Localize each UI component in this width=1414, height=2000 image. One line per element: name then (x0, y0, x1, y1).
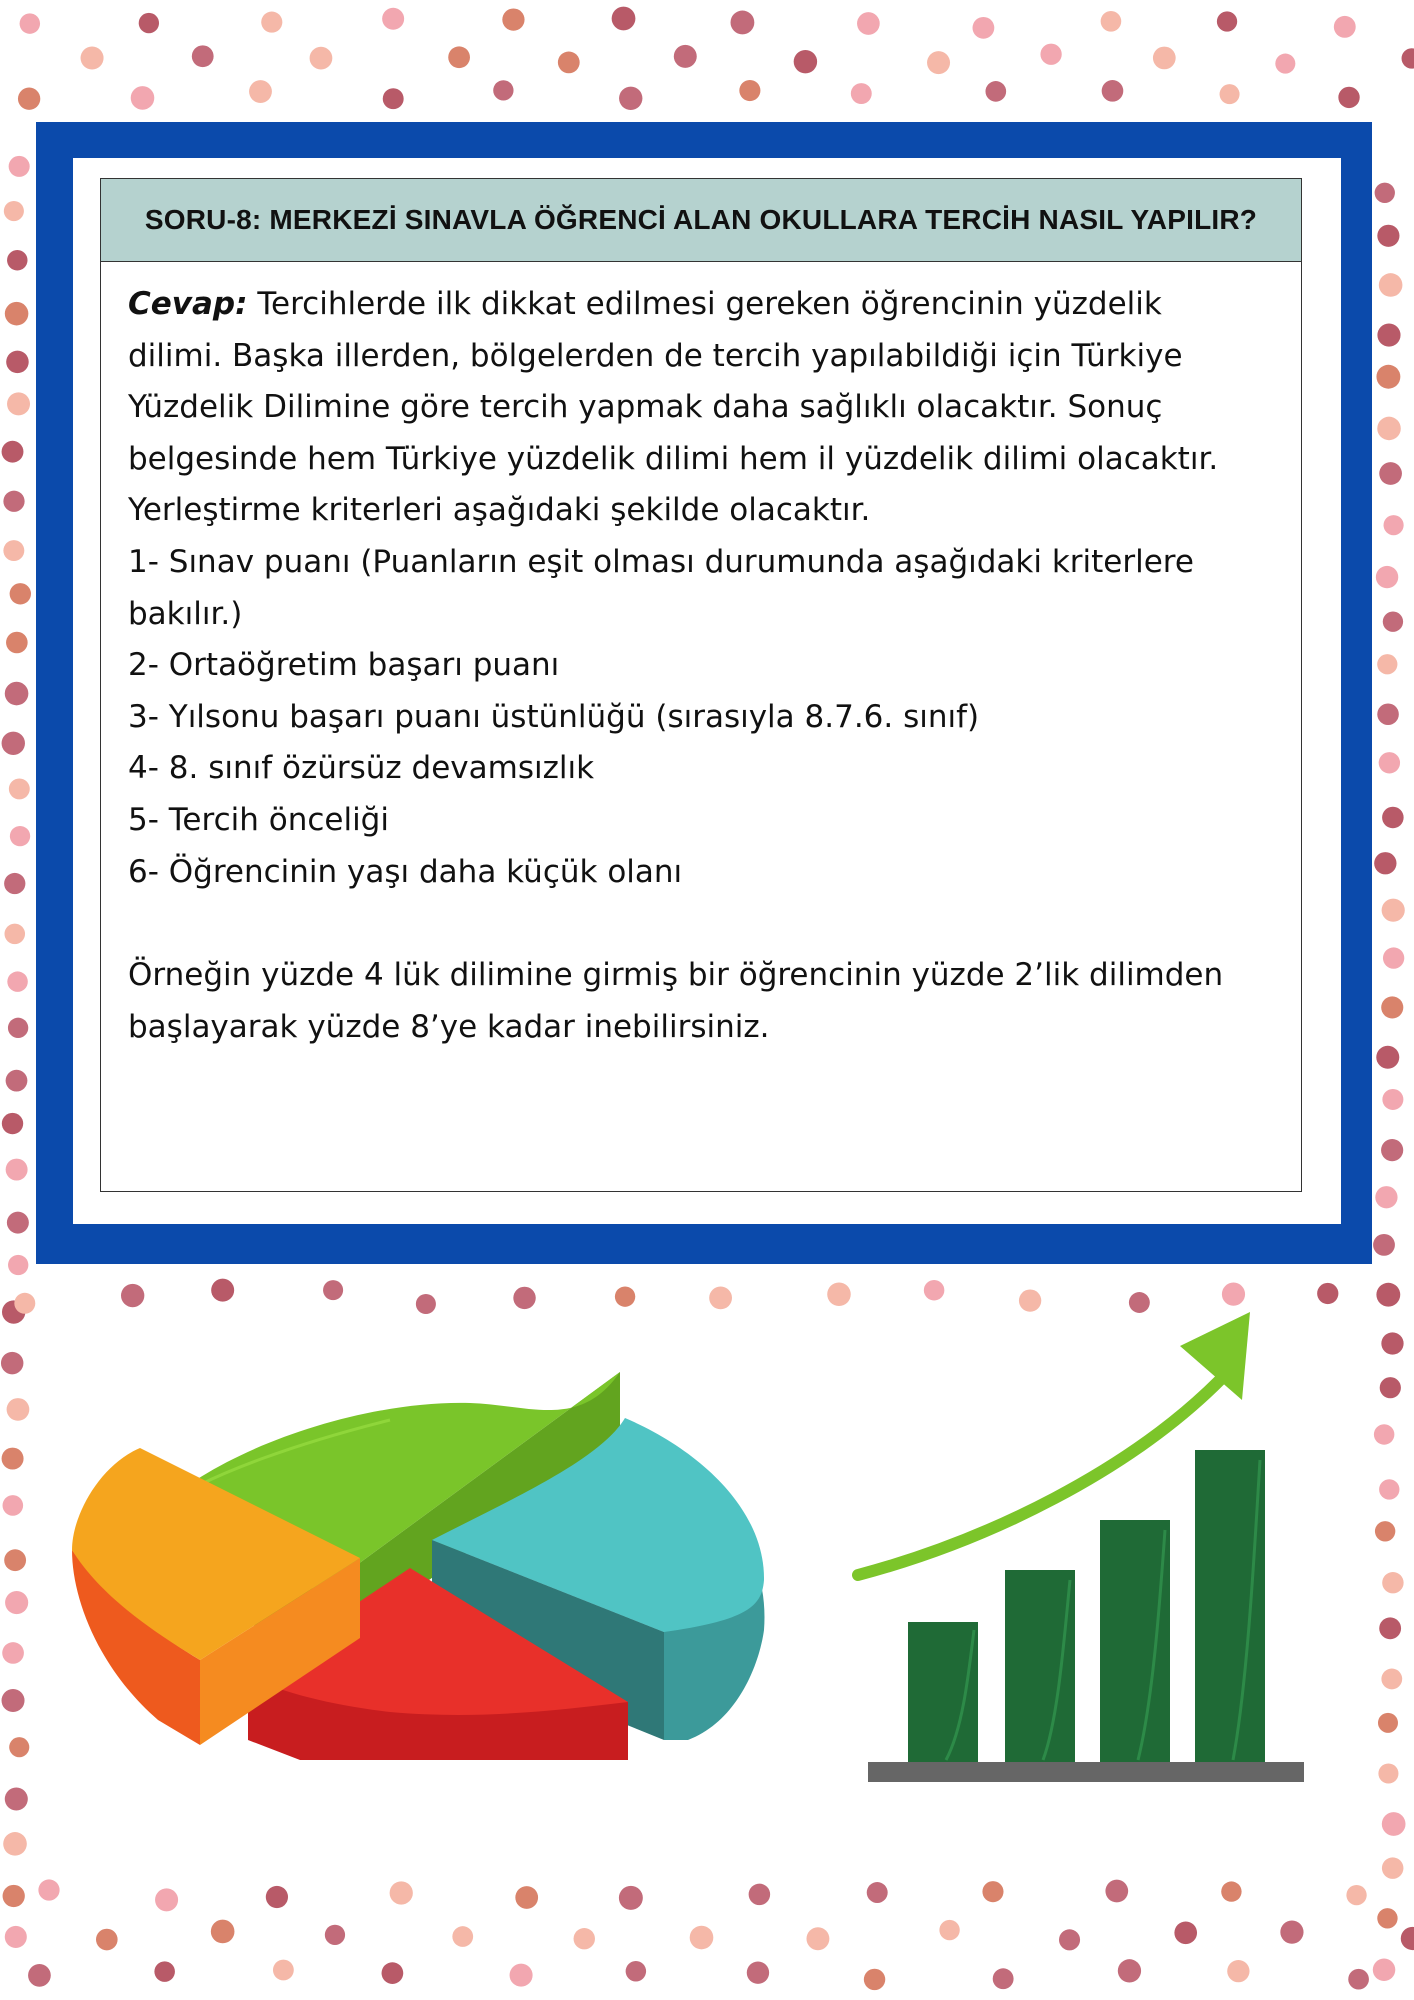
background-dot (827, 1282, 851, 1306)
background-dot (249, 80, 272, 103)
question-header (101, 179, 1301, 262)
background-dot (8, 1018, 28, 1038)
growth-bar-1 (908, 1622, 978, 1762)
growth-bar-chart-illustration-icon (850, 1300, 1310, 1800)
background-dot (1381, 996, 1403, 1018)
background-dot (7, 1212, 29, 1234)
background-dot (1374, 852, 1396, 874)
background-dot (10, 583, 31, 604)
background-dot (1377, 1908, 1397, 1928)
background-dot (510, 1964, 533, 1987)
background-dot (9, 778, 30, 799)
background-dot (1379, 1479, 1399, 1499)
answer-first-line (128, 279, 1278, 331)
background-dot (211, 1279, 234, 1302)
background-dot (2, 1642, 24, 1664)
criterion-line: 3- Yılsonu başarı puanı üstünlüğü (sırasıyla 8.7.6. sınıf) (128, 698, 980, 735)
background-dot (1101, 11, 1122, 32)
background-dot (6, 632, 28, 654)
background-dot (3, 1832, 27, 1856)
background-dot (1040, 44, 1061, 65)
background-dot (1102, 80, 1124, 102)
background-dot (1381, 1332, 1403, 1354)
background-dot (747, 1962, 769, 1984)
background-dot (1376, 1046, 1399, 1069)
background-dot (4, 873, 25, 894)
background-dot (1373, 1234, 1395, 1256)
background-dot (310, 47, 333, 70)
background-dot (1379, 1617, 1401, 1639)
background-dot (2, 1113, 23, 1134)
background-dot (1382, 1812, 1406, 1836)
background-dot (1376, 365, 1400, 389)
background-dot (982, 1881, 1003, 1902)
background-dot (794, 50, 817, 73)
background-dot (1376, 566, 1398, 588)
background-dot (1317, 1283, 1338, 1304)
background-dot (1379, 273, 1403, 297)
answer-body (128, 279, 1278, 1053)
background-dot (3, 540, 24, 561)
background-dot (806, 1927, 829, 1950)
background-dot (1153, 47, 1176, 70)
background-dot (1105, 1880, 1128, 1903)
background-dot (1348, 1969, 1369, 1990)
background-dot (1379, 462, 1402, 485)
criterion-line: 1- Sınav puanı (Puanların eşit olması durumunda aşağıdaki kriterlere (128, 543, 1194, 580)
background-dot (515, 1886, 538, 1909)
background-dot (1380, 1377, 1401, 1398)
background-dot (5, 1926, 27, 1948)
background-dot (6, 351, 29, 374)
background-dot (6, 1159, 28, 1181)
background-dot (1377, 703, 1399, 725)
background-dot (619, 1886, 643, 1910)
background-dot (1382, 807, 1404, 829)
answer-line: dilimi. Başka illerden, bölgelerden de tercih yapılabildiği için Türkiye (128, 337, 1183, 374)
background-dot (1382, 1572, 1403, 1593)
background-dot (973, 17, 995, 39)
background-dot (1383, 947, 1404, 968)
background-dot (1375, 1186, 1397, 1208)
background-dot (7, 1398, 30, 1421)
background-dot (939, 1920, 959, 1940)
background-dot (993, 1968, 1014, 1989)
background-dot (154, 1961, 175, 1982)
background-dot (690, 1926, 714, 1950)
criterion-line: bakılır.) (128, 595, 243, 632)
background-dot (1338, 87, 1359, 108)
background-dot (1376, 1283, 1400, 1307)
background-dot (1059, 1929, 1080, 1950)
background-dot (4, 201, 24, 221)
background-dot (1373, 1959, 1395, 1981)
background-dot (1378, 1713, 1398, 1733)
background-dot (1379, 752, 1400, 773)
background-dot (192, 45, 214, 67)
background-dot (1402, 48, 1414, 68)
paragraph-gap (128, 898, 1278, 950)
background-dot (448, 46, 470, 68)
answer-line: Yüzdelik Dilimine göre tercih yapmak daha sağlıklı olacaktır. Sonuç (128, 389, 1163, 426)
background-dot (502, 8, 524, 30)
background-dot (383, 88, 404, 109)
chart-base (868, 1762, 1304, 1782)
growth-bar-2 (1005, 1570, 1075, 1762)
background-dot (1377, 417, 1401, 441)
background-dot (96, 1929, 118, 1951)
background-dot (1378, 1763, 1398, 1783)
background-dot (323, 1280, 343, 1300)
background-dot (131, 86, 155, 110)
background-dot (5, 1591, 28, 1614)
background-dot (8, 1255, 28, 1275)
criterion-line: 2- Ortaöğretim başarı puanı (128, 647, 560, 684)
background-dot (452, 1926, 473, 1947)
background-dot (2, 732, 25, 755)
background-dot (325, 1925, 345, 1945)
background-dot (3, 1495, 24, 1516)
background-dot (382, 8, 404, 30)
background-dot (5, 682, 29, 706)
answer-lead: Cevap: (128, 286, 248, 322)
background-dot (3, 1885, 25, 1907)
pie-chart-illustration-icon (60, 1300, 780, 1760)
background-dot (261, 12, 282, 33)
background-dot (1375, 1521, 1395, 1541)
background-dot (1217, 11, 1237, 31)
background-dot (749, 1884, 771, 1906)
background-dot (867, 1882, 888, 1903)
background-dot (5, 302, 29, 326)
background-dot (7, 971, 27, 991)
background-dot (155, 1888, 178, 1911)
background-dot (14, 1293, 35, 1314)
background-dot (9, 1737, 29, 1757)
background-dot (493, 80, 513, 100)
background-dot (1384, 515, 1404, 535)
background-dot (731, 11, 755, 35)
background-dot (1221, 1881, 1241, 1901)
background-dot (1401, 1927, 1414, 1950)
background-dot (1377, 654, 1397, 674)
background-dot (1377, 323, 1400, 346)
criterion-line: 4- 8. sınıf özürsüz devamsızlık (128, 750, 595, 787)
growth-bar-4 (1195, 1450, 1265, 1762)
background-dot (619, 87, 642, 110)
background-dot (211, 1920, 235, 1944)
background-dot (1382, 1857, 1404, 1879)
background-dot (1118, 1959, 1141, 1982)
background-dot (2, 1448, 24, 1470)
background-dot (6, 1070, 28, 1092)
answer-line: Yerleştirme kriterleri aşağıdaki şekilde olacaktır. (128, 492, 871, 529)
background-dot (4, 1549, 26, 1571)
background-dot (1377, 225, 1399, 247)
background-dot (1382, 1089, 1403, 1110)
background-dot (1381, 1139, 1403, 1161)
background-dot (18, 88, 40, 110)
background-dot (1227, 1960, 1249, 1982)
background-dot (1381, 1669, 1402, 1690)
background-dot (1280, 1921, 1303, 1944)
background-dot (4, 924, 25, 945)
background-dot (739, 80, 760, 101)
background-dot (139, 13, 159, 33)
background-dot (2, 441, 24, 463)
background-dot (5, 1787, 28, 1810)
background-dot (1374, 1424, 1394, 1444)
question-title: SORU-8: MERKEZİ SINAVLA ÖĞRENCİ ALAN OKULLARA TERCİH NASIL YAPILIR? (144, 204, 1258, 235)
answer-line: belgesinde hem Türkiye yüzdelik dilimi hem il yüzdelik dilimi olacaktır. (128, 440, 1219, 477)
background-dot (674, 45, 697, 68)
background-dot (266, 1886, 288, 1908)
criterion-line: 5- Tercih önceliği (128, 801, 389, 838)
example-line: başlayarak yüzde 8’ye kadar inebilirsiniz. (128, 1008, 770, 1045)
background-dot (1375, 183, 1395, 203)
background-dot (1383, 612, 1403, 632)
growth-bars (908, 1450, 1265, 1762)
background-dot (1275, 54, 1295, 74)
background-dot (574, 1928, 595, 1949)
background-dot (1346, 1885, 1366, 1905)
background-dot (857, 12, 880, 35)
background-dot (273, 1960, 294, 1981)
background-dot (38, 1879, 59, 1900)
background-dot (1174, 1921, 1197, 1944)
background-dot (1334, 16, 1356, 38)
background-dot (9, 156, 30, 177)
background-dot (612, 7, 636, 31)
background-dot (7, 392, 30, 415)
background-dot (924, 1280, 945, 1301)
background-dot (7, 250, 27, 270)
background-dot (1220, 84, 1240, 104)
background-dot (10, 826, 30, 846)
background-dot (390, 1881, 413, 1904)
background-dot (2, 1689, 25, 1712)
background-dot (851, 83, 872, 104)
background-dot (20, 13, 40, 33)
criterion-line: 6- Öğrencinin yaşı daha küçük olanı (128, 853, 683, 890)
background-dot (626, 1961, 646, 1981)
example-line: Örneğin yüzde 4 lük dilimine girmiş bir öğrencinin yüzde 2’lik dilimden (128, 957, 1224, 994)
background-dot (3, 491, 24, 512)
answer-line: Tercihlerde ilk dikkat edilmesi gereken öğrencinin yüzdelik (247, 286, 1162, 322)
background-dot (1, 1352, 23, 1374)
background-dot (985, 81, 1006, 102)
growth-bar-3 (1100, 1520, 1170, 1762)
question-card (100, 178, 1302, 1192)
background-dot (28, 1964, 51, 1987)
background-dot (927, 51, 950, 74)
background-dot (382, 1962, 404, 1984)
background-dot (1382, 899, 1405, 922)
background-dot (864, 1969, 885, 1990)
background-dot (558, 51, 580, 73)
background-dot (81, 46, 104, 69)
